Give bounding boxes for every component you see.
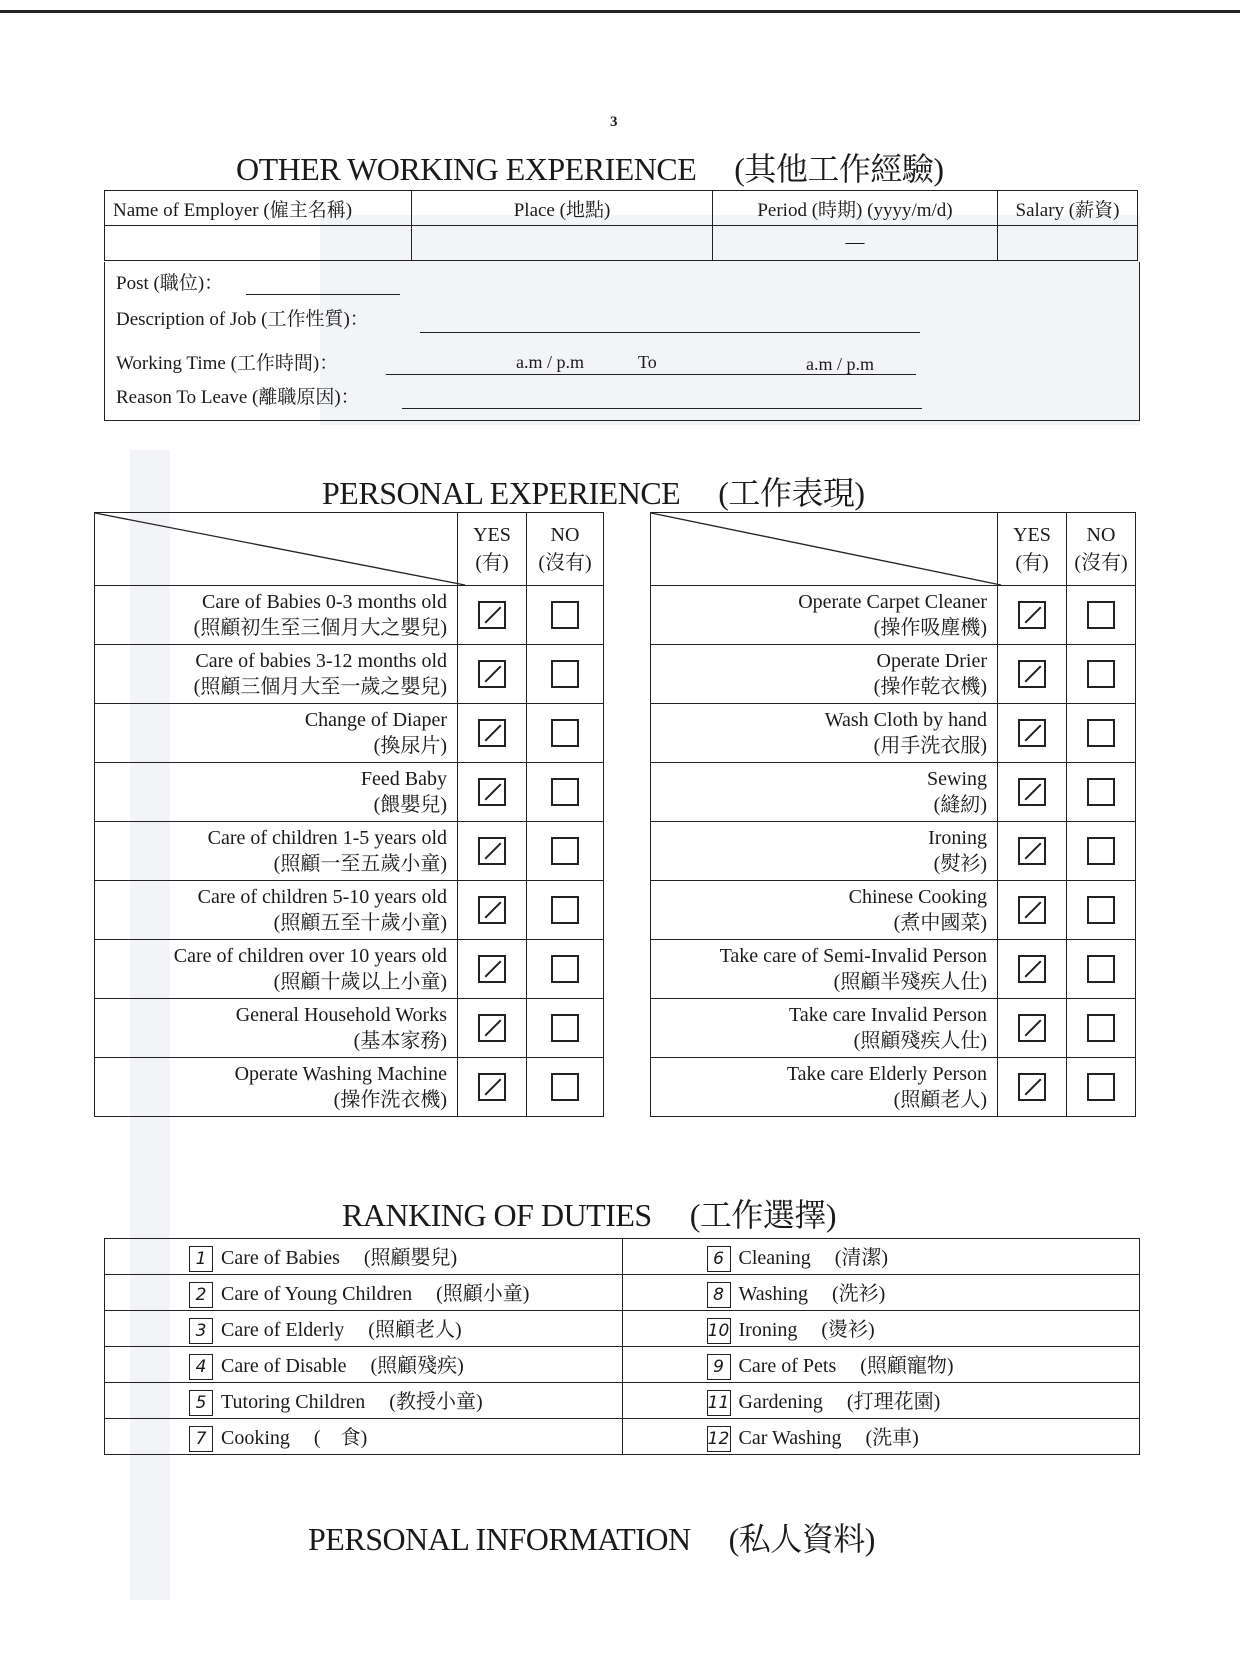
experience-item <box>651 704 998 763</box>
yes-checkbox[interactable] <box>478 837 506 865</box>
ranking-left-cell <box>105 1275 623 1311</box>
experience-item-zh: (餵嬰兒) <box>373 794 447 816</box>
no-checkbox[interactable] <box>1087 1073 1115 1101</box>
ranking-right-cell <box>622 1347 1140 1383</box>
no-cell <box>527 999 604 1058</box>
ranking-right-cell <box>622 1311 1140 1347</box>
leave-reason-label: Reason To Leave (離職原因)： <box>116 387 360 408</box>
yes-cell <box>998 999 1067 1058</box>
rank-number-box[interactable]: 10 <box>707 1318 731 1344</box>
experience-item <box>95 763 458 822</box>
no-cell <box>527 940 604 999</box>
no-checkbox[interactable] <box>1087 778 1115 806</box>
experience-row <box>651 586 1136 645</box>
no-cell <box>527 586 604 645</box>
other-work-title-en: OTHER WORKING EXPERIENCE <box>236 151 697 187</box>
experience-table-left <box>94 512 604 1128</box>
duty-label-zh: (照顧老人) <box>368 1318 462 1341</box>
experience-item-zh: (照顧初生至三個月大之嬰兒) <box>193 617 447 639</box>
no-cell <box>1067 586 1136 645</box>
no-checkbox[interactable] <box>1087 601 1115 629</box>
duty-label-zh: (照顧殘疾) <box>370 1354 464 1377</box>
diagonal-line <box>95 513 465 585</box>
experience-item <box>651 940 998 999</box>
experience-row <box>651 999 1136 1058</box>
yes-checkbox[interactable] <box>478 1073 506 1101</box>
experience-item-en: Care of children 1-5 years old <box>207 827 447 849</box>
no-checkbox[interactable] <box>551 719 579 747</box>
rank-number-box[interactable]: 8 <box>707 1282 731 1308</box>
period-cell[interactable] <box>713 226 998 261</box>
yes-checkbox[interactable] <box>1018 1014 1046 1042</box>
experience-row <box>651 1058 1136 1117</box>
no-cell <box>1067 822 1136 881</box>
experience-item-zh: (基本家務) <box>353 1030 447 1052</box>
experience-row <box>95 999 604 1058</box>
rank-number-box[interactable]: 9 <box>707 1354 731 1380</box>
time-to-ampm: a.m / p.m <box>806 354 874 374</box>
rank-number-box[interactable]: 5 <box>189 1390 213 1416</box>
employer-col-header: Name of Employer (僱主名稱) <box>105 191 412 226</box>
experience-item <box>651 763 998 822</box>
post-label: Post (職位)： <box>116 273 224 294</box>
experience-item <box>651 999 998 1058</box>
leave-reason-field[interactable] <box>402 408 922 409</box>
experience-item <box>651 1058 998 1117</box>
no-cell <box>527 822 604 881</box>
yes-checkbox[interactable] <box>1018 601 1046 629</box>
duty-label-zh: (教授小童) <box>389 1390 483 1413</box>
rank-number-box[interactable]: 4 <box>189 1354 213 1380</box>
no-label: NO <box>550 524 580 546</box>
no-checkbox[interactable] <box>551 601 579 629</box>
duty-label-zh: (洗車) <box>865 1426 919 1449</box>
duty-label-zh: (燙衫) <box>821 1318 875 1341</box>
ranking-title-en: RANKING OF DUTIES <box>342 1197 652 1233</box>
no-cell <box>1067 940 1136 999</box>
ranking-row <box>105 1419 1140 1455</box>
ranking-left-cell <box>105 1239 623 1275</box>
yes-cell <box>458 999 527 1058</box>
duty-label-en: Care of Young Children <box>221 1282 413 1305</box>
no-cell <box>1067 763 1136 822</box>
yes-cell <box>458 763 527 822</box>
yes-cell <box>458 940 527 999</box>
experience-row <box>95 822 604 881</box>
no-checkbox[interactable] <box>1087 660 1115 688</box>
rank-number-box[interactable]: 11 <box>707 1390 731 1416</box>
other-work-title-zh: (其他工作經驗) <box>734 151 944 187</box>
ranking-row <box>105 1275 1140 1311</box>
duty-label-zh: (清潔) <box>834 1246 889 1269</box>
personal-exp-title-en: PERSONAL EXPERIENCE <box>322 475 681 511</box>
employer-table <box>104 190 1138 261</box>
experience-item-en: Take care Invalid Person <box>789 1004 987 1026</box>
personal-info-title <box>308 1514 875 1560</box>
yes-cell <box>998 1058 1067 1117</box>
no-cell <box>527 645 604 704</box>
experience-row <box>95 881 604 940</box>
rank-number-box[interactable]: 1 <box>189 1246 213 1272</box>
ranking-row <box>105 1383 1140 1419</box>
job-desc-field[interactable] <box>420 332 920 333</box>
experience-item-en: General Household Works <box>235 1004 447 1026</box>
experience-item-zh: (煮中國菜) <box>893 912 987 934</box>
experience-item-en: Ironing <box>928 827 987 849</box>
duty-label-en: Care of Babies <box>221 1246 340 1269</box>
yes-col-header <box>458 513 527 586</box>
experience-item <box>95 999 458 1058</box>
experience-item <box>651 586 998 645</box>
duty-label-en: Ironing <box>738 1318 798 1341</box>
yes-cell <box>458 586 527 645</box>
yes-checkbox[interactable] <box>478 719 506 747</box>
experience-row <box>651 881 1136 940</box>
experience-item-en: Operate Carpet Cleaner <box>798 591 987 613</box>
personal-exp-title-zh: (工作表現) <box>718 475 865 511</box>
ranking-row <box>105 1311 1140 1347</box>
yes-checkbox[interactable] <box>478 1014 506 1042</box>
experience-item-zh: (照顧五至十歲小童) <box>273 912 447 934</box>
experience-item <box>95 940 458 999</box>
yes-col-header <box>998 513 1067 586</box>
header-diagonal-cell <box>651 513 998 586</box>
ranking-right-cell <box>622 1275 1140 1311</box>
no-cell <box>527 881 604 940</box>
experience-item-zh: (縫紉) <box>933 794 987 816</box>
experience-item-zh: (照顧半殘疾人仕) <box>833 971 987 993</box>
no-checkbox[interactable] <box>1087 896 1115 924</box>
time-to-label: To <box>638 352 657 372</box>
experience-item <box>95 645 458 704</box>
no-checkbox[interactable] <box>1087 837 1115 865</box>
job-desc-label: Description of Job (工作性質)： <box>116 309 369 330</box>
duty-label-zh: (照顧寵物) <box>860 1354 954 1377</box>
duty-label-en: Cooking <box>221 1426 290 1449</box>
duty-label-en: Tutoring Children <box>221 1390 366 1413</box>
yes-label-zh: (有) <box>1015 552 1049 574</box>
place-cell[interactable] <box>412 226 713 261</box>
salary-cell[interactable] <box>998 226 1138 261</box>
experience-row <box>651 645 1136 704</box>
yes-checkbox[interactable] <box>478 955 506 983</box>
ranking-left-cell <box>105 1419 623 1455</box>
duty-label-zh: (照顧小童) <box>436 1282 530 1305</box>
experience-item-en: Sewing <box>927 768 987 790</box>
ranking-right-cell <box>622 1419 1140 1455</box>
no-cell <box>1067 704 1136 763</box>
ranking-right-cell <box>622 1239 1140 1275</box>
working-time-label: Working Time (工作時間)： <box>116 353 339 374</box>
yes-cell <box>458 704 527 763</box>
duty-label-zh: ( 食) <box>313 1426 368 1449</box>
experience-item-en: Care of babies 3-12 months old <box>195 650 447 672</box>
employer-cell[interactable] <box>105 226 412 261</box>
yes-checkbox[interactable] <box>1018 660 1046 688</box>
experience-item-en: Take care of Semi-Invalid Person <box>719 945 987 967</box>
period-col-header: Period (時期) (yyyy/m/d) <box>713 191 998 226</box>
no-checkbox[interactable] <box>551 837 579 865</box>
experience-row <box>651 940 1136 999</box>
rank-number-box[interactable]: 6 <box>707 1246 731 1272</box>
ranking-title <box>342 1190 836 1236</box>
no-checkbox[interactable] <box>551 1073 579 1101</box>
ranking-table <box>104 1238 1140 1455</box>
yes-checkbox[interactable] <box>1018 837 1046 865</box>
duty-label-en: Washing <box>738 1282 808 1305</box>
duty-label-en: Cleaning <box>738 1246 811 1269</box>
experience-item-zh: (照顧三個月大至一歲之嬰兒) <box>193 676 447 698</box>
yes-label-zh: (有) <box>475 552 509 574</box>
yes-label: YES <box>1013 524 1051 546</box>
yes-cell <box>998 586 1067 645</box>
yes-checkbox[interactable] <box>1018 719 1046 747</box>
yes-checkbox[interactable] <box>478 896 506 924</box>
experience-item-zh: (熨衫) <box>933 853 987 875</box>
place-col-header: Place (地點) <box>412 191 713 226</box>
yes-cell <box>998 881 1067 940</box>
experience-row <box>95 940 604 999</box>
no-cell <box>527 1058 604 1117</box>
experience-item <box>95 1058 458 1117</box>
yes-checkbox[interactable] <box>1018 955 1046 983</box>
yes-cell <box>998 822 1067 881</box>
other-work-title <box>236 144 944 190</box>
duty-label-zh: (照顧嬰兒) <box>363 1246 458 1269</box>
experience-item-en: Take care Elderly Person <box>786 1063 987 1085</box>
yes-checkbox[interactable] <box>478 778 506 806</box>
no-col-header <box>1067 513 1136 586</box>
yes-checkbox[interactable] <box>478 660 506 688</box>
personal-info-title-zh: (私人資料) <box>728 1521 875 1557</box>
experience-item-en: Wash Cloth by hand <box>824 709 987 731</box>
duty-label-zh: (洗衫) <box>832 1282 886 1305</box>
duty-label-en: Care of Disable <box>221 1354 347 1377</box>
ranking-left-cell <box>105 1383 623 1419</box>
experience-item-en: Chinese Cooking <box>848 886 987 908</box>
experience-item <box>95 586 458 645</box>
ranking-left-cell <box>105 1347 623 1383</box>
experience-item <box>95 881 458 940</box>
experience-item-zh: (操作乾衣機) <box>873 676 987 698</box>
experience-row <box>95 645 604 704</box>
no-cell <box>527 763 604 822</box>
duty-label-en: Care of Elderly <box>221 1318 345 1341</box>
no-cell <box>1067 881 1136 940</box>
no-checkbox[interactable] <box>1087 1014 1115 1042</box>
experience-item-zh: (照顧殘疾人仕) <box>853 1030 987 1052</box>
yes-checkbox[interactable] <box>478 601 506 629</box>
experience-row <box>651 704 1136 763</box>
experience-item-zh: (照顧老人) <box>893 1089 987 1111</box>
experience-item-en: Operate Washing Machine <box>234 1063 447 1085</box>
yes-cell <box>458 881 527 940</box>
experience-row <box>95 1058 604 1117</box>
experience-item <box>95 822 458 881</box>
yes-checkbox[interactable] <box>1018 1073 1046 1101</box>
no-checkbox[interactable] <box>1087 719 1115 747</box>
rank-number-box[interactable]: 2 <box>189 1282 213 1308</box>
duty-label-en: Car Washing <box>738 1426 842 1449</box>
yes-checkbox[interactable] <box>1018 778 1046 806</box>
no-checkbox[interactable] <box>551 955 579 983</box>
experience-item-en: Care of children over 10 years old <box>173 945 447 967</box>
yes-cell <box>998 940 1067 999</box>
experience-item <box>651 822 998 881</box>
experience-row <box>95 704 604 763</box>
scan-top-edge <box>0 10 1240 13</box>
yes-cell <box>998 645 1067 704</box>
post-field[interactable] <box>246 294 400 295</box>
rank-number-box[interactable]: 12 <box>707 1426 731 1452</box>
experience-item <box>651 881 998 940</box>
yes-cell <box>998 763 1067 822</box>
experience-table-right <box>650 512 1136 1128</box>
ranking-title-zh: (工作選擇) <box>689 1197 837 1233</box>
no-cell <box>527 704 604 763</box>
no-checkbox[interactable] <box>551 1014 579 1042</box>
personal-exp-title <box>322 468 865 514</box>
experience-item-en: Operate Drier <box>876 650 987 672</box>
yes-cell <box>458 645 527 704</box>
rank-number-box[interactable]: 7 <box>189 1426 213 1452</box>
experience-item-zh: (換尿片) <box>373 735 447 757</box>
experience-item-en: Feed Baby <box>360 768 447 790</box>
experience-item-zh: (照顧一至五歲小童) <box>273 853 447 875</box>
no-cell <box>1067 999 1136 1058</box>
no-label-zh: (沒有) <box>538 552 592 574</box>
experience-item <box>95 704 458 763</box>
no-cell <box>1067 1058 1136 1117</box>
salary-col-header: Salary (薪資) <box>998 191 1138 226</box>
ranking-left-cell <box>105 1311 623 1347</box>
experience-item-en: Care of children 5-10 years old <box>197 886 447 908</box>
ranking-row <box>105 1239 1140 1275</box>
experience-item-zh: (操作洗衣機) <box>333 1089 447 1111</box>
no-label: NO <box>1086 524 1116 546</box>
no-cell <box>1067 645 1136 704</box>
yes-checkbox[interactable] <box>1018 896 1046 924</box>
no-checkbox[interactable] <box>551 660 579 688</box>
experience-row <box>95 586 604 645</box>
yes-cell <box>458 1058 527 1117</box>
ranking-right-cell <box>622 1383 1140 1419</box>
no-checkbox[interactable] <box>551 896 579 924</box>
duty-label-en: Gardening <box>738 1390 823 1413</box>
no-col-header <box>527 513 604 586</box>
no-checkbox[interactable] <box>551 778 579 806</box>
experience-row <box>651 822 1136 881</box>
experience-item-en: Care of Babies 0-3 months old <box>202 591 447 613</box>
diagonal-line <box>651 513 1001 585</box>
rank-number-box[interactable]: 3 <box>189 1318 213 1344</box>
experience-item-zh: (操作吸塵機) <box>873 617 987 639</box>
time-from-ampm: a.m / p.m <box>516 352 584 372</box>
experience-item-zh: (用手洗衣服) <box>873 735 987 757</box>
yes-label: YES <box>473 524 511 546</box>
header-diagonal-cell <box>95 513 458 586</box>
period-dash: — <box>845 232 865 253</box>
ranking-row <box>105 1347 1140 1383</box>
page-number: 3 <box>610 114 618 130</box>
no-label-zh: (沒有) <box>1074 552 1128 574</box>
duty-label-zh: (打理花園) <box>846 1390 941 1413</box>
experience-row <box>95 763 604 822</box>
experience-item-en: Change of Diaper <box>304 709 447 731</box>
personal-info-title-en: PERSONAL INFORMATION <box>308 1521 691 1557</box>
yes-cell <box>458 822 527 881</box>
yes-cell <box>998 704 1067 763</box>
experience-row <box>651 763 1136 822</box>
experience-item-zh: (照顧十歲以上小童) <box>273 971 447 993</box>
no-checkbox[interactable] <box>1087 955 1115 983</box>
duty-label-en: Care of Pets <box>738 1354 837 1377</box>
experience-item <box>651 645 998 704</box>
